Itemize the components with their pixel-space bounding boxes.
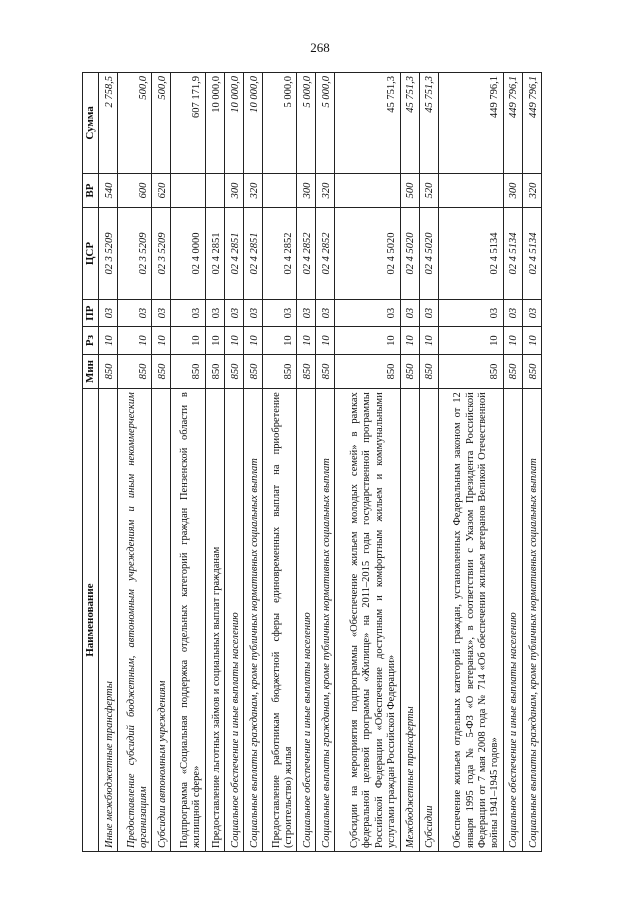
cell-name: Предоставление субсидий бюджетным, автономным учреждениям и иным некоммерческим организациям <box>118 389 152 852</box>
cell-vr: 600 <box>118 173 152 207</box>
header-sum: Сумма <box>83 73 99 174</box>
table-row <box>335 73 400 852</box>
cell-name: Субсидии автономным учреждениям <box>152 389 171 852</box>
table-row <box>171 73 205 852</box>
cell-csr: 02 4 0000 <box>171 208 205 300</box>
table-row <box>419 73 438 852</box>
table-row <box>118 73 152 852</box>
cell-vr: 320 <box>316 173 335 207</box>
cell-min: 850 <box>400 354 419 388</box>
table-row <box>262 73 296 852</box>
table-row <box>503 73 522 852</box>
cell-vr: 300 <box>224 173 243 207</box>
cell-csr: 02 4 2851 <box>205 208 224 300</box>
cell-sum: 2 758,5 <box>98 73 117 174</box>
cell-sum: 449 796,1 <box>522 73 541 174</box>
cell-csr: 02 4 5134 <box>503 208 522 300</box>
cell-name: Социальные выплаты гражданам, кроме публичных нормативных социальных выплат <box>316 389 335 852</box>
cell-rz: 10 <box>171 327 205 354</box>
cell-name: Социальное обеспечение и иные выплаты населению <box>224 389 243 852</box>
cell-name: Межбюджетные трансферты <box>400 389 419 852</box>
cell-sum: 449 796,1 <box>503 73 522 174</box>
cell-pr: 03 <box>503 299 522 326</box>
table-row <box>316 73 335 852</box>
cell-name: Субсидии на мероприятия подпрограммы «Обеспечение жильем молодых семей» в рамках федеральной целевой программы «Жилище» на 2011–2015 годы государственной программы Российской Федерации «Обеспечение доступным и комфортным жильем и коммунальными услугами граждан Российской Федерации» <box>335 389 400 852</box>
cell-pr: 03 <box>335 299 400 326</box>
table-row <box>98 73 117 852</box>
cell-sum: 5 000,0 <box>297 73 316 174</box>
header-vr: ВР <box>83 173 99 207</box>
cell-name: Предоставление работникам бюджетной сферы единовременных выплат на приобретение (строительство) жилья <box>262 389 296 852</box>
cell-pr: 03 <box>419 299 438 326</box>
cell-csr: 02 4 2852 <box>316 208 335 300</box>
cell-name: Социальное обеспечение и иные выплаты населению <box>297 389 316 852</box>
cell-vr: 500 <box>400 173 419 207</box>
cell-rz: 10 <box>297 327 316 354</box>
table-row <box>297 73 316 852</box>
cell-min: 850 <box>171 354 205 388</box>
cell-min: 850 <box>205 354 224 388</box>
cell-csr: 02 4 5134 <box>522 208 541 300</box>
cell-min: 850 <box>316 354 335 388</box>
cell-rz: 10 <box>243 327 262 354</box>
cell-sum: 449 796,1 <box>438 73 503 174</box>
cell-rz: 10 <box>152 327 171 354</box>
table-row <box>224 73 243 852</box>
table-row <box>522 73 541 852</box>
cell-pr: 03 <box>243 299 262 326</box>
header-name: Наименование <box>83 389 99 852</box>
cell-pr: 03 <box>438 299 503 326</box>
cell-pr: 03 <box>297 299 316 326</box>
header-csr: ЦСР <box>83 208 99 300</box>
cell-min: 850 <box>118 354 152 388</box>
cell-name: Подпрограмма «Социальная поддержка отдельных категорий граждан Пензенской области в жилищной сфере» <box>171 389 205 852</box>
cell-min: 850 <box>438 354 503 388</box>
cell-sum: 10 000,0 <box>224 73 243 174</box>
cell-rz: 10 <box>98 327 117 354</box>
cell-pr: 03 <box>171 299 205 326</box>
cell-rz: 10 <box>316 327 335 354</box>
cell-pr: 03 <box>205 299 224 326</box>
cell-csr: 02 4 2852 <box>297 208 316 300</box>
cell-rz: 10 <box>262 327 296 354</box>
cell-rz: 10 <box>335 327 400 354</box>
cell-csr: 02 4 2851 <box>224 208 243 300</box>
table-row <box>205 73 224 852</box>
cell-name: Социальное обеспечение и иные выплаты населению <box>503 389 522 852</box>
cell-csr: 02 3 5209 <box>118 208 152 300</box>
cell-sum: 500,0 <box>118 73 152 174</box>
cell-sum: 607 171,9 <box>171 73 205 174</box>
cell-pr: 03 <box>400 299 419 326</box>
cell-min: 850 <box>152 354 171 388</box>
cell-name: Социальные выплаты гражданам, кроме публичных нормативных социальных выплат <box>522 389 541 852</box>
cell-sum: 45 751,3 <box>400 73 419 174</box>
cell-rz: 10 <box>205 327 224 354</box>
cell-csr: 02 3 5209 <box>152 208 171 300</box>
page-number: 268 <box>310 40 330 55</box>
cell-vr <box>438 173 503 207</box>
cell-name: Обеспечение жильем отдельных категорий граждан, установленных Федеральным законом от 12 января 1995 года № 5-ФЗ «О ветеранах», в соответствии с Указом Президента Российской Федерации от 7 мая 2008 года № 714 «Об обеспечении жильем ветеранов Великой Отечественной войны 1941–1945 годов» <box>438 389 503 852</box>
cell-sum: 500,0 <box>152 73 171 174</box>
cell-vr: 300 <box>503 173 522 207</box>
cell-min: 850 <box>335 354 400 388</box>
cell-csr: 02 4 5020 <box>419 208 438 300</box>
header-min: Мин <box>83 354 99 388</box>
cell-name: Иные межбюджетные трансферты <box>98 389 117 852</box>
cell-rz: 10 <box>522 327 541 354</box>
cell-csr: 02 3 5209 <box>98 208 117 300</box>
cell-pr: 03 <box>152 299 171 326</box>
cell-rz: 10 <box>438 327 503 354</box>
table-row <box>243 73 262 852</box>
cell-min: 850 <box>503 354 522 388</box>
cell-csr: 02 4 5020 <box>400 208 419 300</box>
cell-min: 850 <box>243 354 262 388</box>
cell-sum: 10 000,0 <box>205 73 224 174</box>
cell-name: Субсидии <box>419 389 438 852</box>
cell-min: 850 <box>224 354 243 388</box>
header-rz: Рз <box>83 327 99 354</box>
cell-name: Предоставление льготных займов и социальных выплат гражданам <box>205 389 224 852</box>
cell-vr: 520 <box>419 173 438 207</box>
table-row <box>400 73 419 852</box>
cell-vr: 300 <box>297 173 316 207</box>
cell-vr: 620 <box>152 173 171 207</box>
table-row <box>152 73 171 852</box>
cell-csr: 02 4 5134 <box>438 208 503 300</box>
cell-rz: 10 <box>419 327 438 354</box>
cell-min: 850 <box>522 354 541 388</box>
cell-csr: 02 4 2852 <box>262 208 296 300</box>
table-header-row <box>83 73 99 852</box>
cell-vr: 540 <box>98 173 117 207</box>
cell-sum: 45 751,3 <box>335 73 400 174</box>
cell-min: 850 <box>419 354 438 388</box>
cell-csr: 02 4 5020 <box>335 208 400 300</box>
cell-pr: 03 <box>98 299 117 326</box>
cell-sum: 45 751,3 <box>419 73 438 174</box>
cell-sum: 5 000,0 <box>316 73 335 174</box>
cell-vr: 320 <box>243 173 262 207</box>
cell-vr <box>205 173 224 207</box>
cell-vr <box>262 173 296 207</box>
rotated-table-page <box>82 72 542 852</box>
cell-min: 850 <box>262 354 296 388</box>
cell-rz: 10 <box>224 327 243 354</box>
cell-vr <box>171 173 205 207</box>
header-pr: ПР <box>83 299 99 326</box>
cell-rz: 10 <box>118 327 152 354</box>
cell-pr: 03 <box>262 299 296 326</box>
cell-rz: 10 <box>503 327 522 354</box>
cell-pr: 03 <box>316 299 335 326</box>
cell-min: 850 <box>98 354 117 388</box>
cell-rz: 10 <box>400 327 419 354</box>
cell-pr: 03 <box>224 299 243 326</box>
cell-pr: 03 <box>522 299 541 326</box>
cell-pr: 03 <box>118 299 152 326</box>
cell-vr: 320 <box>522 173 541 207</box>
cell-sum: 5 000,0 <box>262 73 296 174</box>
cell-name: Социальные выплаты гражданам, кроме публичных нормативных социальных выплат <box>243 389 262 852</box>
table-row <box>438 73 503 852</box>
cell-min: 850 <box>297 354 316 388</box>
cell-csr: 02 4 2851 <box>243 208 262 300</box>
cell-sum: 10 000,0 <box>243 73 262 174</box>
budget-table <box>82 72 542 852</box>
cell-vr <box>335 173 400 207</box>
